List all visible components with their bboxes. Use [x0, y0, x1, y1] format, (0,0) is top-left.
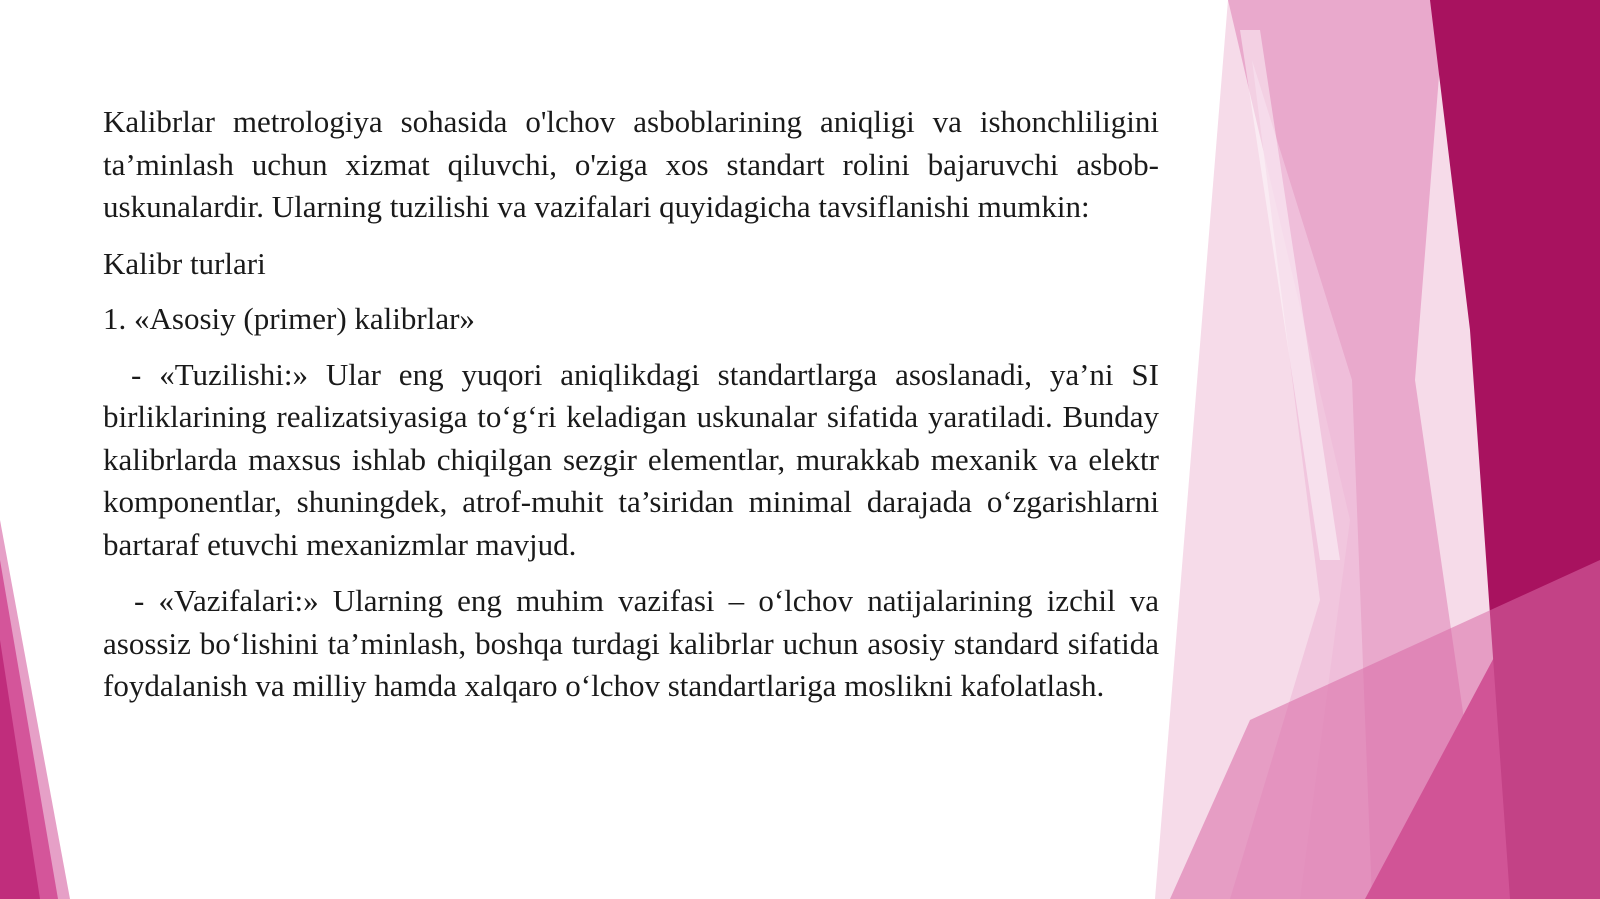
- section-heading: Kalibr turlari: [103, 245, 266, 281]
- functions-paragraph: - «Vazifalari:» Ularning eng muhim vazifasi – o‘lchov natijalarining izchil va asossiz bo‘lishini ta’minlash, boshqa turdagi kalibrlar uchun asosiy standard sifatida foydalanish va milliy hamda xalqaro o‘lchov standartlariga moslikni kafolatlash.: [103, 583, 1159, 703]
- structure-paragraph: - «Tuzilishi:» Ular eng yuqori aniqlikdagi standartlarga asoslanadi, ya’ni SI birliklarining realizatsiyasiga to‘g‘ri keladigan uskunalar sifatida yaratiladi. Bunday kalibrlarda maxsus ishlab chiqilgan sezgir elementlar, murakkab mexanik va elektr komponentlar, shuningdek, atrof-muhit ta’siridan minimal darajada o‘zgarishlarni bartaraf etuvchi mexanizmlar mavjud.: [103, 356, 1159, 562]
- slide-body: [103, 101, 1159, 708]
- intro-paragraph: Kalibrlar metrologiya sohasida o'lchov asboblarining aniqligi va ishonchliligini ta’minlash uchun xizmat qiluvchi, o'ziga xos standart rolini bajaruvchi asbob-uskunalardir. Ularning tuzilishi va vazifalari quyidagicha tavsiflanishi mumkin:: [103, 104, 1159, 224]
- list-item-title: 1. «Asosiy (primer) kalibrlar»: [103, 301, 475, 336]
